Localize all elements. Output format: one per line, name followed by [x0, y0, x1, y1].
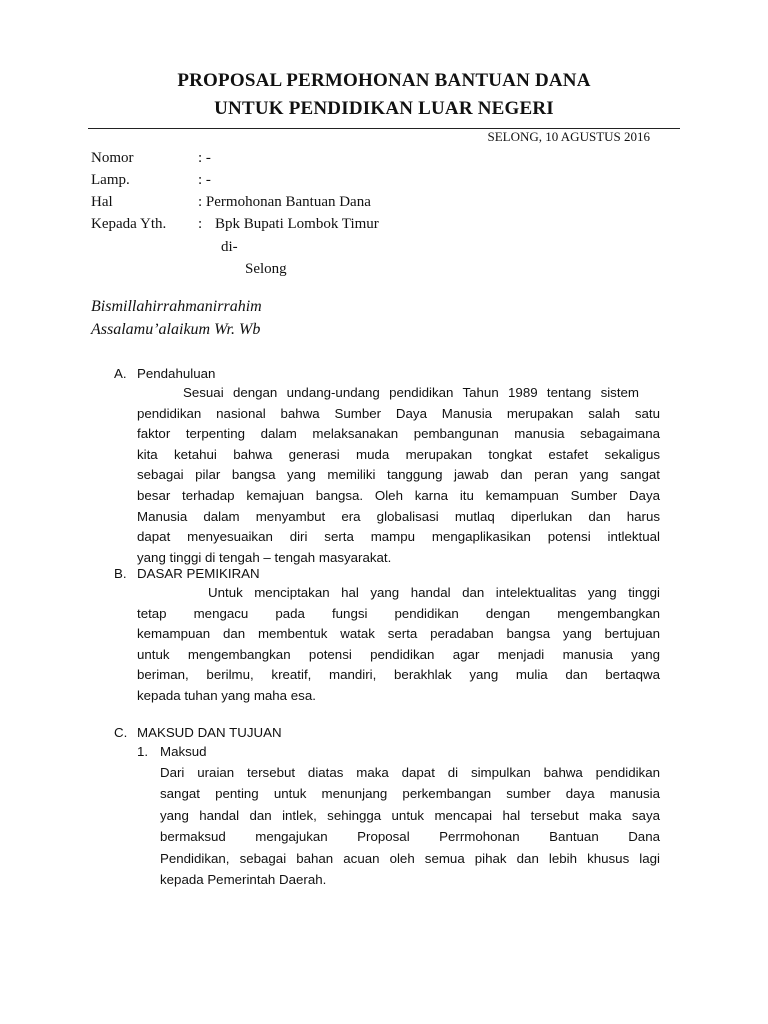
subsection-1-marker: 1.	[137, 744, 149, 759]
kepada-colon: :	[198, 216, 203, 232]
hal-label: Hal	[91, 194, 113, 210]
nomor-label: Nomor	[91, 150, 134, 166]
title-line-2: UNTUK PENDIDIKAN LUAR NEGERI	[214, 98, 554, 119]
recipient-place: Selong	[245, 261, 287, 277]
section-c-line: Pendidikan, sebagai bahan acuan oleh semua pihak dan lebih khusus lagi	[160, 850, 660, 866]
section-c-line: bermaksud mengajukan Proposal Perrmohonan Bantuan Dana	[160, 829, 660, 845]
section-a-line: Manusia dalam menyambut era globalisasi mutlaq diperlukan dan harus	[137, 508, 660, 524]
section-c-heading: MAKSUD DAN TUJUAN	[137, 725, 282, 740]
section-c-line: kepada Pemerintah Daerah.	[160, 872, 327, 888]
section-a-heading: Pendahuluan	[137, 366, 216, 381]
section-b-paragraph	[137, 583, 660, 707]
section-a-paragraph	[137, 383, 660, 568]
lamp-label: Lamp.	[91, 172, 130, 188]
section-b-line: tetap mengacu pada fungsi pendidikan dengan mengembangkan	[137, 605, 660, 621]
section-a-line: pendidikan nasional bahwa Sumber Daya Manusia merupakan salah satu	[137, 405, 660, 421]
section-b-line: Untuk menciptakan hal yang handal dan intelektualitas yang tinggi	[208, 585, 660, 600]
section-a-line: besar terhadap kemajuan bangsa. Oleh karna itu kemampuan Sumber Daya	[137, 487, 660, 503]
section-b-line: kemampuan dan membentuk watak serta peradaban bangsa yang bertujuan	[137, 626, 660, 642]
kepada-label: Kepada Yth.	[91, 216, 167, 232]
subsection-1-heading: Maksud	[160, 744, 207, 759]
nomor-value: : -	[198, 150, 211, 166]
section-b-line: untuk mengembangkan potensi pendidikan agar menjadi manusia yang	[137, 646, 660, 662]
section-c-line: Dari uraian tersebut diatas maka dapat di simpulkan bahwa pendidikan	[160, 765, 660, 780]
section-a-line: sebagai pilar bangsa yang memiliki tanggung jawab dan peran yang sangat	[137, 467, 660, 483]
section-c-line: yang handal dan intlek, sehingga untuk mencapai hal tersebut maka saya	[160, 807, 660, 823]
lamp-value: : -	[198, 172, 211, 188]
letter-date: SELONG, 10 AGUSTUS 2016	[487, 129, 650, 144]
hal-value: : Permohonan Bantuan Dana	[198, 194, 371, 210]
section-b-line: beriman, berilmu, kreatif, mandiri, berakhlak yang mulia dan bertaqwa	[137, 667, 660, 683]
bismillah-text: Bismillahirrahmanirrahim	[91, 298, 262, 315]
section-c-marker: C.	[114, 725, 128, 740]
section-b-heading: DASAR PEMIKIRAN	[137, 566, 260, 581]
section-c-line: sangat penting untuk menunjang perkembangan sumber daya manusia	[160, 786, 660, 802]
section-b-line: kepada tuhan yang maha esa.	[137, 687, 316, 703]
section-b-marker: B.	[114, 566, 127, 581]
section-a-line: dapat menyesuaikan diri serta mampu mengaplikasikan potensi intlektual	[137, 529, 660, 545]
section-a-marker: A.	[114, 366, 127, 381]
section-a-line: Sesuai dengan undang-undang pendidikan Tahun 1989 tentang sistem	[183, 385, 639, 400]
recipient-name: Bpk Bupati Lombok Timur	[215, 216, 379, 232]
recipient-di: di-	[221, 239, 238, 255]
salam-text: Assalamu’alaikum Wr. Wb	[91, 321, 261, 338]
section-a-line: yang tinggi di tengah – tengah masyarakat.	[137, 549, 392, 565]
title-line-1: PROPOSAL PERMOHONAN BANTUAN DANA	[177, 70, 591, 91]
section-a-line: kita ketahui bahwa generasi muda merupakan tongkat estafet sekaligus	[137, 446, 660, 462]
section-a-line: faktor terpenting dalam melaksanakan pembangunan manusia sebagaimana	[137, 426, 660, 442]
section-c-paragraph	[160, 762, 660, 890]
